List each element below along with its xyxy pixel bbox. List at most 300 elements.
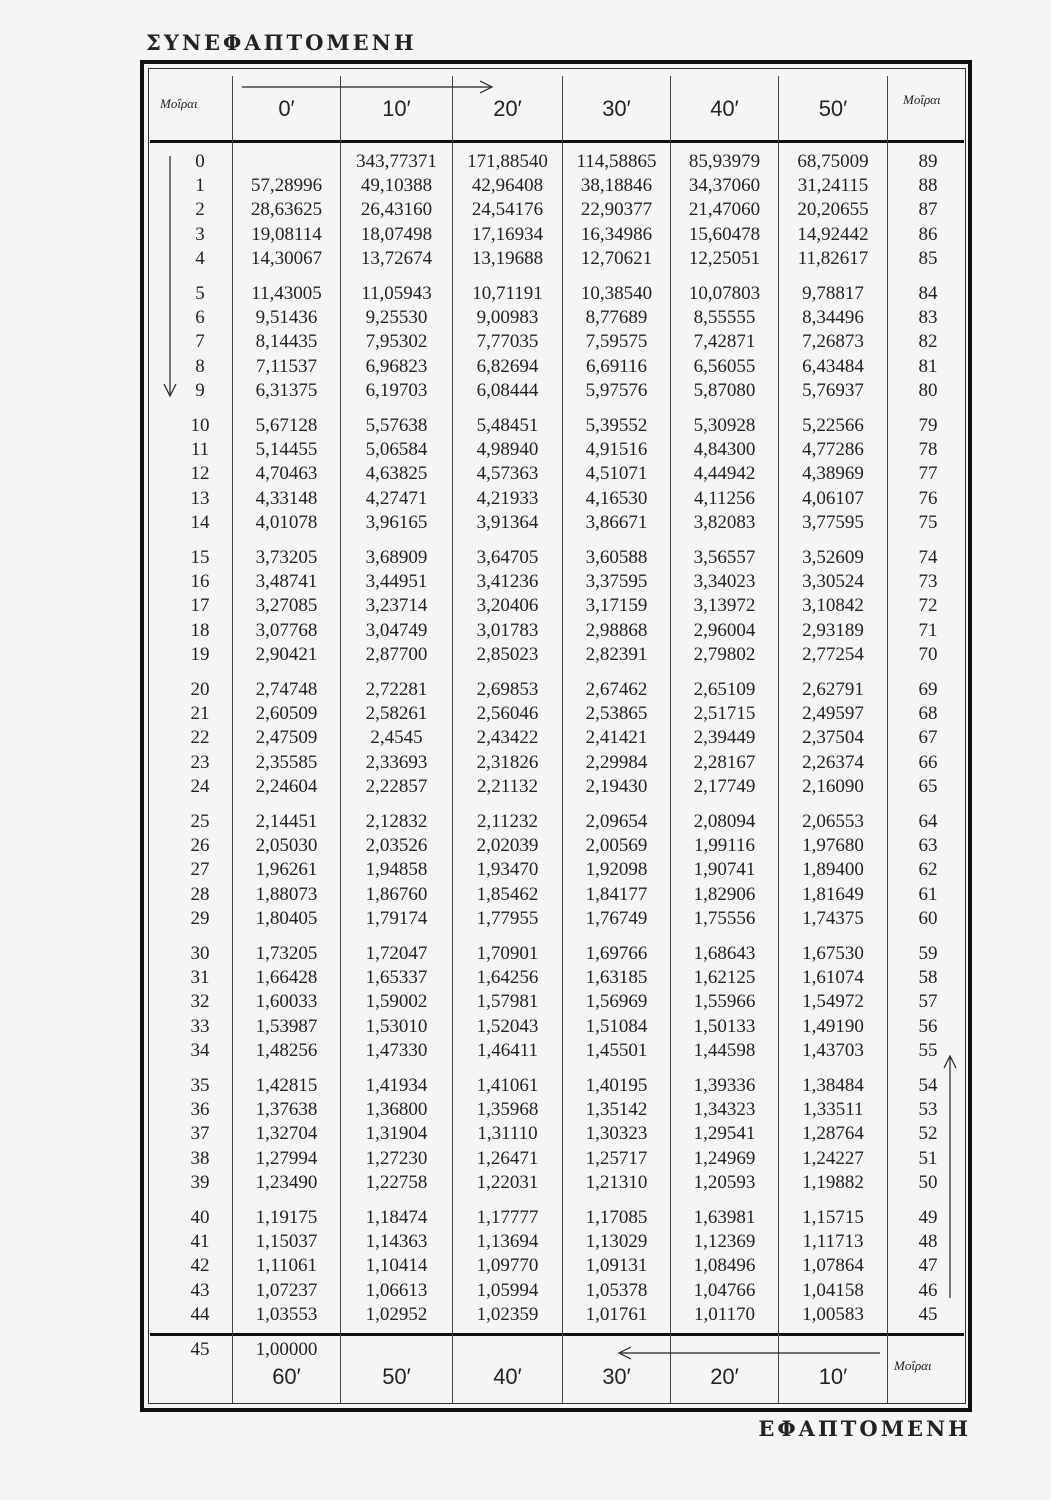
tangent-value-cell: 1,32704	[255, 1123, 318, 1145]
complement-degree-cell: 64	[918, 811, 938, 832]
arrow-right-icon	[240, 78, 500, 98]
degree-cell: 22	[190, 727, 210, 749]
tangent-value-cell: 3,13972	[693, 595, 756, 617]
tangent-value-cell: 3,82083	[693, 511, 756, 533]
column-header-minutes: 20′	[493, 96, 522, 121]
tangent-value-cell: 1,23490	[255, 1171, 318, 1193]
tangent-value-cell: 2,08094	[693, 811, 756, 832]
column-header-minutes: 40′	[710, 96, 739, 121]
tangent-value-cell: 3,52609	[802, 547, 864, 568]
tangent-value-cell: 1,12369	[693, 1231, 756, 1253]
header-separator	[150, 140, 964, 143]
tangent-value-cell: 4,21933	[476, 487, 539, 509]
complement-degree-cell: 60	[918, 907, 938, 929]
tangent-value-cell: 3,41236	[476, 571, 539, 593]
table-title-tangent: ΕΦΑΠΤΟΜΕΝΗ	[758, 1416, 971, 1441]
complement-degree-cell: 68	[918, 703, 938, 725]
degree-cell: 25	[190, 811, 210, 832]
complement-degree-cell: 79	[918, 415, 938, 436]
tangent-value-cell: 2,31826	[476, 751, 539, 773]
tangent-value-cell: 343,77371	[356, 151, 437, 172]
tangent-value-cell: 3,20406	[476, 595, 539, 617]
complement-degree-cell: 69	[918, 679, 938, 700]
tangent-value-cell: 1,90741	[693, 859, 756, 881]
complement-degree-cell: 75	[918, 511, 938, 533]
degree-cell: 11	[190, 439, 210, 461]
tangent-value-cell: 14,30067	[250, 247, 323, 269]
tangent-value-cell: 38,18846	[580, 175, 653, 197]
tangent-value-cell: 1,93470	[476, 859, 539, 881]
tangent-value-cell: 12,70621	[580, 247, 653, 269]
tangent-value-cell: 1,38484	[802, 1075, 864, 1096]
tangent-value-cell: 2,43422	[476, 727, 539, 749]
tangent-value-cell: 2,98868	[585, 619, 648, 641]
tangent-value-cell: 1,45501	[585, 1039, 648, 1061]
tangent-value-cell: 7,26873	[802, 331, 864, 353]
tangent-value-cell: 3,60588	[585, 547, 648, 568]
tangent-value-cell: 1,66428	[255, 967, 318, 989]
tangent-value-cell: 10,38540	[580, 283, 653, 304]
tangent-value-cell: 3,10842	[802, 595, 864, 617]
tangent-value-cell: 2,11232	[476, 811, 539, 832]
complement-degree-cell: 59	[918, 943, 938, 964]
tangent-value-cell: 1,63981	[693, 1207, 756, 1228]
tangent-value-cell: 2,37504	[802, 727, 864, 749]
tangent-value-cell: 3,07768	[255, 619, 318, 641]
degree-cell: 2	[195, 199, 205, 221]
tangent-value-cell: 42,96408	[471, 175, 544, 197]
complement-degree-cell: 84	[918, 283, 938, 304]
tangent-value-cell: 1,59002	[365, 991, 428, 1013]
complement-degree-cell: 46	[918, 1279, 938, 1301]
tangent-value-cell: 4,06107	[802, 487, 864, 509]
tangent-value-cell: 1,37638	[255, 1099, 318, 1121]
column-footer-minutes: 40′	[493, 1364, 522, 1389]
tangent-value-cell: 6,56055	[693, 355, 756, 377]
tangent-value-cell: 2,77254	[802, 643, 864, 665]
tangent-value-cell: 5,39552	[585, 415, 648, 436]
tangent-value-cell: 1,49190	[802, 1015, 864, 1037]
tangent-value-cell: 3,04749	[365, 619, 428, 641]
tangent-value-cell: 1,05378	[585, 1279, 648, 1301]
tangent-value-cell: 1,25717	[585, 1147, 648, 1169]
complement-degree-cell: 88	[918, 175, 938, 197]
tangent-value-cell: 3,56557	[693, 547, 756, 568]
tangent-value-cell: 1,28764	[802, 1123, 864, 1145]
tangent-value-cell: 1,47330	[365, 1039, 428, 1061]
tangent-value-cell: 1,33511	[802, 1099, 864, 1121]
tangent-value-cell: 4,51071	[585, 463, 648, 485]
tangent-value-cell: 2,58261	[365, 703, 428, 725]
degree-cell: 1	[195, 175, 205, 197]
degree-cell: 34	[190, 1039, 210, 1061]
tangent-value-cell: 1,13694	[476, 1231, 539, 1253]
tangent-value-cell: 1,09770	[476, 1255, 539, 1277]
tangent-value-cell: 7,95302	[365, 331, 428, 353]
complement-degree-cell: 89	[918, 151, 938, 172]
tangent-value-cell: 1,04158	[802, 1279, 864, 1301]
tangent-value-cell: 6,82694	[476, 355, 539, 377]
tangent-value-cell: 1,74375	[802, 907, 864, 929]
tangent-value-cell: 1,02952	[365, 1303, 428, 1325]
degree-cell: 43	[190, 1279, 210, 1301]
complement-degree-cell: 65	[918, 775, 938, 797]
tangent-value-cell: 7,42871	[693, 331, 756, 353]
tangent-value-cell: 1,18474	[365, 1207, 428, 1228]
column-footer-minutes: 20′	[710, 1364, 739, 1389]
tangent-value-cell: 1,24969	[693, 1147, 756, 1169]
tangent-value-cell: 1,31110	[477, 1123, 538, 1145]
complement-degree-cell: 50	[918, 1171, 938, 1193]
degree-cell: 13	[190, 487, 210, 509]
degree-cell: 4	[195, 247, 205, 269]
tangent-value-cell: 1,40195	[585, 1075, 648, 1096]
tangent-value-cell: 3,86671	[585, 511, 648, 533]
degree-cell: 0	[195, 151, 205, 172]
tangent-value-cell: 8,55555	[693, 307, 756, 329]
degree-cell: 5	[195, 283, 205, 304]
tangent-value-cell: 6,69116	[585, 355, 648, 377]
degree-cell: 12	[190, 463, 210, 485]
tangent-value-cell: 1,72047	[365, 943, 428, 964]
complement-degree-cell: 56	[918, 1015, 938, 1037]
complement-degree-cell: 48	[918, 1231, 938, 1253]
tangent-value-cell: 3,01783	[476, 619, 539, 641]
tangent-value-cell: 1,56969	[585, 991, 648, 1013]
tangent-value-cell: 68,75009	[797, 151, 869, 172]
tangent-value-cell: 1,09131	[585, 1255, 648, 1277]
tangent-value-cell: 2,69853	[476, 679, 539, 700]
tangent-value-cell: 1,96261	[255, 859, 318, 881]
tangent-value-cell: 5,57638	[365, 415, 428, 436]
complement-degree-cell: 67	[918, 727, 938, 749]
column-header-minutes: 50′	[818, 96, 848, 121]
tangent-value-cell: 1,27994	[255, 1147, 318, 1169]
tangent-value-cell: 2,4545	[370, 727, 423, 749]
complement-degree-cell: 72	[918, 595, 938, 617]
tangent-value-cell: 1,24227	[802, 1147, 864, 1169]
degree-cell: 9	[195, 379, 205, 401]
tangent-value-cell: 114,58865	[576, 151, 657, 172]
tangent-value-cell: 4,33148	[255, 487, 318, 509]
tangent-value-cell: 1,54972	[802, 991, 864, 1013]
tangent-value-cell: 14,92442	[797, 223, 869, 245]
tangent-value-cell: 2,56046	[476, 703, 539, 725]
tangent-value-cell: 1,97680	[802, 835, 864, 857]
tangent-value-cell: 1,21310	[585, 1171, 648, 1193]
column-footer-minutes: 10′	[818, 1364, 848, 1389]
tangent-value-cell: 22,90377	[580, 199, 653, 221]
tangent-value-cell: 1,35968	[476, 1099, 539, 1121]
tangent-value-cell: 2,49597	[802, 703, 864, 725]
tangent-value-cell: 1,51084	[585, 1015, 648, 1037]
degree-cell: 27	[190, 859, 210, 881]
tangent-value-cell: 28,63625	[250, 199, 323, 221]
tangent-value-cell: 1,52043	[476, 1015, 539, 1037]
degrees-label-left: Μοΐραι	[160, 96, 198, 111]
degree-cell: 42	[190, 1255, 210, 1277]
degree-cell: 35	[190, 1075, 210, 1096]
tangent-value-cell: 6,31375	[255, 379, 318, 401]
degree-cell: 38	[190, 1147, 210, 1169]
tangent-value-cell: 1,48256	[255, 1039, 318, 1061]
complement-degree-cell: 74	[918, 547, 938, 568]
tangent-value-cell: 2,41421	[585, 727, 648, 749]
tangent-value-cell: 1,62125	[693, 967, 756, 989]
tangent-value-cell: 1,13029	[585, 1231, 648, 1253]
tangent-value-cell: 1,46411	[476, 1039, 539, 1061]
complement-degree-cell: 87	[918, 199, 938, 221]
tangent-value-cell: 1,10414	[365, 1255, 428, 1277]
tangent-value-cell: 1,04766	[693, 1279, 756, 1301]
tangent-value-cell: 2,82391	[585, 643, 648, 665]
tangent-value-cell: 6,19703	[365, 379, 428, 401]
tangent-value-cell: 1,53987	[255, 1015, 318, 1037]
tangent-value-cell: 15,60478	[688, 223, 761, 245]
degree-cell: 3	[195, 223, 205, 245]
tangent-value-cell: 13,72674	[360, 247, 433, 269]
degree-cell: 17	[190, 595, 210, 617]
tangent-value-cell: 1,11061	[255, 1255, 318, 1277]
degree-cell: 21	[190, 703, 210, 725]
tangent-value-cell: 8,14435	[255, 331, 318, 353]
tangent-value-cell: 11,82617	[797, 247, 869, 269]
tangent-value-cell: 6,96823	[365, 355, 428, 377]
tangent-value-cell: 4,98940	[476, 439, 539, 461]
tangent-value-cell: 2,17749	[693, 775, 756, 797]
tangent-value-cell: 1,07237	[255, 1279, 318, 1301]
tangent-value-cell: 1,15037	[255, 1231, 318, 1253]
column-footer-minutes: 50′	[382, 1364, 411, 1389]
tangent-value-cell: 5,87080	[693, 379, 756, 401]
complement-degree-cell: 45	[918, 1303, 938, 1325]
tangent-value-cell: 5,22566	[802, 415, 864, 436]
tangent-value-cell: 4,63825	[365, 463, 428, 485]
tangent-value-cell: 1,27230	[365, 1147, 428, 1169]
degree-cell: 41	[190, 1231, 210, 1253]
tangent-value-cell: 16,34986	[580, 223, 653, 245]
complement-degree-cell: 54	[918, 1075, 938, 1096]
complement-degree-cell: 83	[918, 307, 938, 329]
degree-cell: 19	[190, 643, 210, 665]
tangent-value-cell: 24,54176	[471, 199, 544, 221]
tangent-value-cell: 3,17159	[585, 595, 648, 617]
tangent-value-cell: 5,48451	[476, 415, 539, 436]
degrees-label-bottom: Μοΐραι	[894, 1358, 932, 1373]
tangent-value-cell: 2,14451	[255, 811, 318, 832]
tangent-value-cell: 13,19688	[471, 247, 544, 269]
tangent-value-cell: 2,28167	[693, 751, 756, 773]
tangent-value-cell: 2,51715	[693, 703, 756, 725]
tangent-value-cell: 5,06584	[365, 439, 428, 461]
tangent-value-cell: 2,87700	[365, 643, 428, 665]
tangent-value-cell: 6,08444	[476, 379, 539, 401]
tangent-value-cell: 1,65337	[365, 967, 428, 989]
degree-cell: 36	[190, 1099, 210, 1121]
tangent-value-cell: 26,43160	[360, 199, 433, 221]
tangent-value-cell: 2,72281	[365, 679, 428, 700]
tangent-value-cell: 2,79802	[693, 643, 756, 665]
complement-degree-cell: 77	[918, 463, 938, 485]
tangent-value-cell: 2,06553	[802, 811, 864, 832]
tangent-value-cell: 2,67462	[585, 679, 648, 700]
tangent-value-cell: 1,73205	[255, 943, 318, 964]
tangent-value-cell: 7,77035	[476, 331, 539, 353]
complement-degree-cell: 61	[918, 883, 938, 905]
tangent-value-cell: 1,19882	[802, 1171, 864, 1193]
tangent-value-cell: 1,89400	[802, 859, 864, 881]
tangent-value-cell: 9,00983	[476, 307, 539, 329]
tangent-value-cell: 1,42815	[255, 1075, 318, 1096]
tangent-value-cell: 9,25530	[365, 307, 428, 329]
tangent-value-cell: 5,30928	[693, 415, 756, 436]
tangent-value-cell: 1,01170	[693, 1303, 756, 1325]
tangent-value-cell: 5,67128	[255, 415, 318, 436]
tangent-value-cell: 8,34496	[802, 307, 864, 329]
complement-degree-cell: 57	[918, 991, 938, 1013]
tangent-value-cell: 31,24115	[797, 175, 869, 197]
tangent-value-cell: 4,77286	[802, 439, 864, 461]
tangent-value-cell: 49,10388	[360, 175, 433, 197]
column-header-minutes: 10′	[382, 96, 411, 121]
degree-cell: 33	[190, 1015, 210, 1037]
tangent-value-cell: 1,64256	[476, 967, 539, 989]
tangent-value-cell: 1,08496	[693, 1255, 756, 1277]
complement-degree-cell: 58	[918, 967, 938, 989]
tangent-value-cell: 1,99116	[693, 835, 756, 857]
degree-cell: 6	[195, 307, 205, 329]
footer-separator	[150, 1333, 964, 1336]
tangent-value-cell: 2,33693	[365, 751, 428, 773]
tangent-value-cell: 1,44598	[693, 1039, 756, 1061]
tangent-value-cell: 1,94858	[365, 859, 428, 881]
tangent-value-cell: 1,20593	[693, 1171, 756, 1193]
tangent-value-cell: 2,19430	[585, 775, 648, 797]
tangent-value-cell: 3,44951	[365, 571, 428, 593]
tangent-value-cell: 4,57363	[476, 463, 539, 485]
complement-degree-cell: 73	[918, 571, 938, 593]
tangent-value-cell: 1,75556	[693, 907, 756, 929]
tangent-value-cell: 85,93979	[688, 151, 761, 172]
tangent-value-cell: 8,77689	[585, 307, 648, 329]
tangent-value-cell: 1,50133	[693, 1015, 756, 1037]
tangent-value-cell: 4,01078	[255, 511, 318, 533]
tangent-value-cell: 1,67530	[802, 943, 864, 964]
tangent-value-cell: 20,20655	[797, 199, 869, 221]
tangent-value-cell: 3,77595	[802, 511, 864, 533]
tangent-value-cell: 5,97576	[585, 379, 648, 401]
complement-degree-cell: 76	[918, 487, 938, 509]
complement-degree-cell: 85	[918, 247, 938, 269]
tangent-value-cell: 3,73205	[255, 547, 318, 568]
tangent-value-cell: 1,07864	[802, 1255, 864, 1277]
arrow-left-icon	[615, 1344, 885, 1364]
tangent-value-cell: 1,00583	[802, 1303, 864, 1325]
column-footer-minutes: 30′	[602, 1364, 631, 1389]
tangent-value-cell: 11,43005	[251, 283, 322, 304]
tangent-value-cell: 1,41061	[476, 1075, 539, 1096]
tangent-value-cell: 1,22031	[476, 1171, 539, 1193]
degree-cell: 14	[190, 511, 210, 533]
complement-degree-cell: 49	[918, 1207, 938, 1228]
tangent-value-cell: 2,29984	[585, 751, 648, 773]
tangent-value-cell: 2,62791	[802, 679, 864, 700]
tangent-value-cell: 2,60509	[255, 703, 318, 725]
tangent-value-cell: 2,09654	[585, 811, 648, 832]
degree-cell: 18	[190, 619, 210, 641]
tangent-value-cell: 1,77955	[476, 907, 539, 929]
tangent-value-cell: 2,47509	[255, 727, 318, 749]
tangent-value-cell: 5,14455	[255, 439, 318, 461]
degree-cell: 44	[190, 1303, 210, 1325]
tangent-value-cell: 1,85462	[476, 883, 539, 905]
tangent-value-cell: 1,88073	[255, 883, 318, 905]
complement-degree-cell: 82	[918, 331, 938, 353]
tangent-value-cell: 1,43703	[802, 1039, 864, 1061]
degree-cell: 28	[190, 883, 210, 905]
tangent-value-cell: 1,05994	[476, 1279, 539, 1301]
tangent-value-cell: 2,03526	[365, 835, 428, 857]
tangent-value-cell: 9,78817	[802, 283, 864, 304]
tangent-value-cell: 1,36800	[365, 1099, 428, 1121]
column-header-minutes: 0′	[278, 96, 295, 121]
complement-degree-cell: 53	[918, 1099, 938, 1121]
tangent-value-cell: 1,55966	[693, 991, 756, 1013]
column-header-minutes: 30′	[602, 96, 631, 121]
tangent-value-cell: 4,84300	[693, 439, 756, 461]
tangent-value-cell: 4,27471	[365, 487, 428, 509]
complement-degree-cell: 62	[918, 859, 938, 881]
degree-cell: 37	[190, 1123, 210, 1145]
arrow-down-icon	[160, 154, 180, 404]
tangent-value-cell: 1,35142	[585, 1099, 648, 1121]
tangent-value-cell: 1,70901	[476, 943, 539, 964]
tangent-value-cell: 1,92098	[585, 859, 648, 881]
tangent-value-cell: 1,76749	[585, 907, 648, 929]
column-footer-minutes: 60′	[272, 1364, 301, 1389]
tangent-value-cell: 1,11713	[802, 1231, 864, 1253]
degree-cell: 39	[190, 1171, 210, 1193]
tangent-value-cell: 10,71191	[472, 283, 543, 304]
tangent-value-cell: 1,80405	[255, 907, 318, 929]
tangent-value-cell: 1,39336	[693, 1075, 756, 1096]
degree-cell: 29	[190, 907, 210, 929]
tangent-value-cell: 3,91364	[476, 511, 539, 533]
degree-cell: 32	[190, 991, 210, 1013]
tangent-value-cell: 4,11256	[693, 487, 756, 509]
tangent-value-cell: 1,63185	[585, 967, 648, 989]
tangent-value-cell: 3,96165	[365, 511, 428, 533]
tangent-value-cell: 1,53010	[365, 1015, 428, 1037]
tangent-value-cell: 1,30323	[585, 1123, 648, 1145]
complement-degree-cell: 86	[918, 223, 938, 245]
tangent-value-cell: 1,61074	[802, 967, 864, 989]
tangent-value-cell: 2,21132	[476, 775, 539, 797]
complement-degree-cell: 52	[918, 1123, 938, 1145]
tangent-value-cell: 3,23714	[365, 595, 428, 617]
tangent-value-cell: 1,79174	[365, 907, 428, 929]
tangent-value-cell: 1,26471	[476, 1147, 539, 1169]
tangent-value-cell: 1,14363	[365, 1231, 428, 1253]
tangent-value-cell: 7,11537	[255, 355, 318, 377]
tangent-value-cell: 1,41934	[365, 1075, 428, 1096]
tangent-value-cell: 21,47060	[688, 199, 761, 221]
tangent-value-cell: 34,37060	[688, 175, 761, 197]
tangent-value-cell: 5,76937	[802, 379, 864, 401]
tangent-value-cell: 2,74748	[255, 679, 318, 700]
table-title-cotangent: ΣΥΝΕΦΑΠΤΟΜΕΝΗ	[146, 30, 417, 55]
complement-degree-cell: 51	[918, 1147, 938, 1169]
